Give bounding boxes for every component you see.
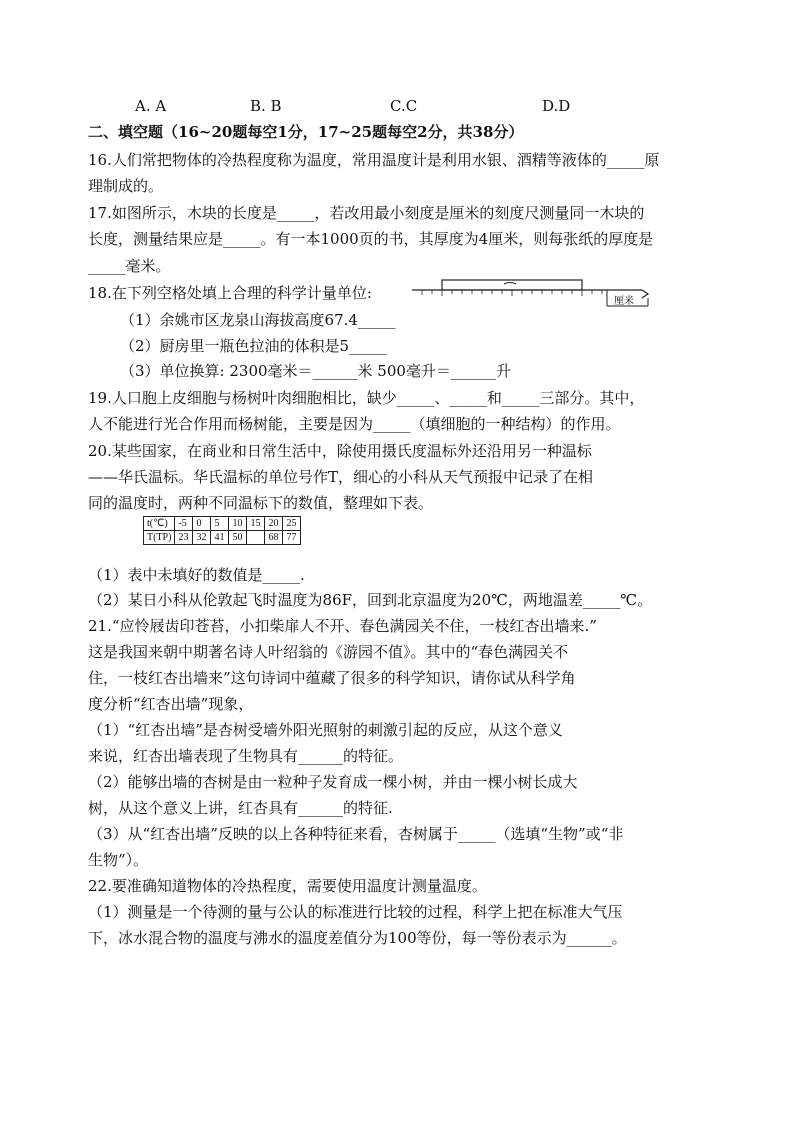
table-cell: 77 <box>283 531 301 545</box>
option-d: D.D <box>542 97 571 115</box>
q18-item-1: （1）余姚市区龙泉山海拔高度67.4_____ <box>120 311 396 329</box>
q20-sub-1: （1）表中未填好的数值是_____. <box>88 566 305 584</box>
option-b: B. B <box>250 97 282 115</box>
table-cell: 50 <box>229 531 247 545</box>
q20-line-3: 同的温度时，两种不同温标下的数值，整理如下表。 <box>88 494 434 512</box>
q21-line-8: 树，从这个意义上讲，红杏具有______的特征. <box>88 799 393 817</box>
table-cell: 23 <box>175 531 193 545</box>
q21-line-6: 来说，红杏出墙表现了生物具有______的特征。 <box>88 747 404 765</box>
q21-line-3: 住，一枝红杏出墙来”这句诗词中蕴藏了很多的科学知识，请你试从科学角 <box>88 669 576 687</box>
table-cell: 5 <box>211 517 229 531</box>
ruler-unit-label: 厘米 <box>614 296 634 307</box>
table-cell <box>247 531 265 545</box>
q21-line-7: （2）能够出墙的杏树是由一粒种子发育成一棵小树，并由一棵小树长成大 <box>88 773 578 791</box>
q18-item-2: （2）厨房里一瓶色拉油的体积是5_____ <box>120 337 387 355</box>
table-row <box>144 531 301 545</box>
q18-item-3: （3）单位换算: 2300毫米＝______米 500毫升＝______升 <box>120 362 511 380</box>
q17-line-3: _____毫米。 <box>88 257 171 275</box>
table-cell: 32 <box>193 531 211 545</box>
table-cell: t(℃) <box>144 517 175 531</box>
ruler-figure <box>412 276 656 310</box>
q16-line-1: 16.人们常把物体的冷热程度称为温度，常用温度计是利用水银、酒精等液体的_____原 <box>88 151 660 169</box>
q22-line-2: （1）测量是一个待测的量与公认的标准进行比较的过程，科学上把在标准大气压 <box>88 903 623 921</box>
q21-line-5: （1）“红杏出墙”是杏树受墙外阳光照射的刺激引起的反应，从这个意义 <box>88 721 563 739</box>
option-a: A. A <box>135 97 167 115</box>
q21-line-10: 生物”）。 <box>88 851 149 869</box>
section-header: 二、填空题（16~20题每空1分，17~25题每空2分，共38分） <box>88 123 524 141</box>
q22-line-1: 22.要准确知道物体的冷热程度，需要使用温度计测量温度。 <box>88 877 487 895</box>
table-cell: 20 <box>265 517 283 531</box>
q17-line-2: 长度，测量结果应是_____。有一本1000页的书，其厚度为4厘米，则每张纸的厚度是 <box>88 230 654 248</box>
q20-line-2: ——华氏温标。华氏温标的单位号作T，细心的小科从天气预报中记录了在相 <box>88 468 594 486</box>
q22-line-3: 下，冰水混合物的温度与沸水的温度差值分为100等份，每一等份表示为______。 <box>88 929 627 947</box>
q19-line-2: 人不能进行光合作用而杨树能，主要是因为_____（填细胞的一种结构）的作用。 <box>88 415 621 433</box>
table-cell: 10 <box>229 517 247 531</box>
temperature-table <box>143 516 301 545</box>
q21-line-4: 度分析“红杏出墙”现象， <box>88 695 254 713</box>
q18-stem: 18.在下列空格处填上合理的科学计量单位: <box>88 284 372 302</box>
q20-line-1: 20.某些国家，在商业和日常生活中，除使用摄氏度温标外还沿用另一种温标 <box>88 442 592 460</box>
q16-line-2: 理制成的。 <box>88 177 164 195</box>
table-row <box>144 517 301 531</box>
q21-line-9: （3）从“红杏出墙”反映的以上各种特征来看，杏树属于_____（选填“生物”或“非 <box>88 825 624 843</box>
q21-line-1: 21.“应怜屐齿印苍苔，小扣柴扉人不开、春色满园关不住，一枝红杏出墙来.” <box>88 617 597 635</box>
option-c: C.C <box>390 97 418 115</box>
q17-line-1: 17.如图所示，木块的长度是_____，若改用最小刻度是厘米的刻度尺测量同一木块的 <box>88 204 645 222</box>
table-cell: T(TP) <box>144 531 175 545</box>
table-cell: -5 <box>175 517 193 531</box>
q20-sub-2: （2）某日小科从伦敦起飞时温度为86F，回到北京温度为20℃，两地温差_____℃。 <box>88 591 653 609</box>
table-cell: 41 <box>211 531 229 545</box>
table-cell: 0 <box>193 517 211 531</box>
q19-line-1: 19.人口胞上皮细胞与杨树叶肉细胞相比，缺少_____、_____和_____三部分。其中， <box>88 389 645 407</box>
table-cell: 68 <box>265 531 283 545</box>
q21-line-2: 这是我国来朝中期著名诗人叶绍翁的《游园不值》。其中的“春色满园关不 <box>88 643 569 661</box>
table-cell: 15 <box>247 517 265 531</box>
table-cell: 25 <box>283 517 301 531</box>
